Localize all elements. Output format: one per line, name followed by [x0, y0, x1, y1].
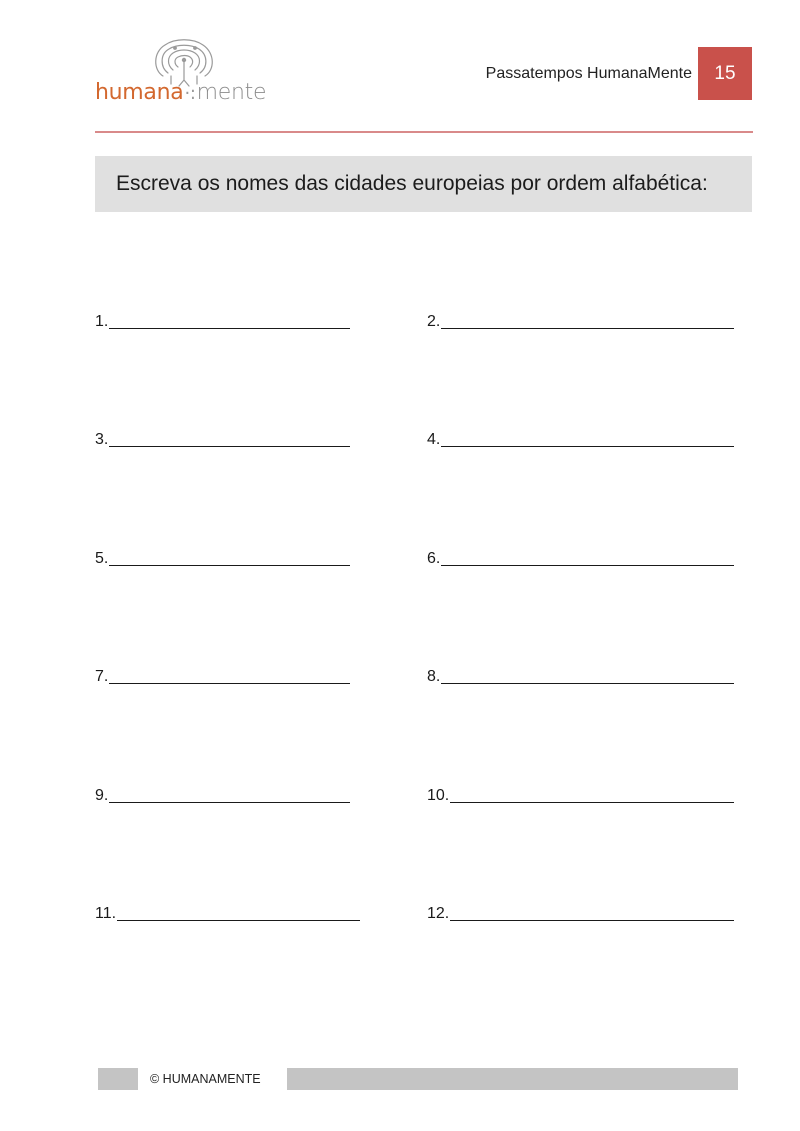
- answer-blank-3[interactable]: [95, 430, 350, 450]
- page-number-badge: 15: [698, 47, 752, 100]
- blank-label: 2.: [427, 313, 441, 330]
- footer-copyright: © HUMANAMENTE: [150, 1072, 261, 1086]
- blank-line[interactable]: [109, 430, 350, 447]
- blank-line[interactable]: [441, 430, 734, 447]
- answer-blank-5[interactable]: [95, 549, 350, 569]
- blank-label: 10.: [427, 787, 450, 804]
- answer-blank-11[interactable]: [95, 904, 360, 924]
- blank-label: 1.: [95, 313, 109, 330]
- humanamente-logo: [95, 36, 267, 105]
- footer-bar-right: [287, 1068, 738, 1090]
- blank-line[interactable]: [117, 904, 360, 921]
- blank-label: 7.: [95, 668, 109, 685]
- footer: [98, 1068, 738, 1090]
- answer-blank-4[interactable]: [427, 430, 734, 450]
- answer-blank-7[interactable]: [95, 667, 350, 687]
- logo-text-humana: humana: [95, 80, 184, 105]
- answer-blank-9[interactable]: [95, 786, 350, 806]
- blank-line[interactable]: [109, 549, 350, 566]
- blank-label: 4.: [427, 431, 441, 448]
- blank-line[interactable]: [450, 904, 734, 921]
- blank-line[interactable]: [450, 786, 734, 803]
- blank-line[interactable]: [109, 312, 350, 329]
- logo-wordmark: [95, 80, 266, 107]
- blank-label: 11.: [95, 905, 117, 922]
- header-divider: [95, 131, 753, 133]
- blank-line[interactable]: [109, 786, 350, 803]
- answer-blank-1[interactable]: [95, 312, 350, 332]
- footer-bar-left: [98, 1068, 138, 1090]
- answer-blank-12[interactable]: [427, 904, 734, 924]
- blank-label: 5.: [95, 550, 109, 567]
- answer-blank-8[interactable]: [427, 667, 734, 687]
- answer-blank-2[interactable]: [427, 312, 734, 332]
- logo-text-mente: mente: [196, 80, 267, 105]
- blank-label: 8.: [427, 668, 441, 685]
- blank-line[interactable]: [441, 312, 734, 329]
- blank-label: 9.: [95, 787, 109, 804]
- blank-label: 6.: [427, 550, 441, 567]
- instruction-text: Escreva os nomes das cidades europeias por ordem alfabética:: [116, 172, 708, 195]
- blank-label: 3.: [95, 431, 109, 448]
- blank-line[interactable]: [441, 549, 734, 566]
- blank-label: 12.: [427, 905, 450, 922]
- instruction-box: [95, 156, 752, 212]
- answer-blank-10[interactable]: [427, 786, 734, 806]
- blank-line[interactable]: [441, 667, 734, 684]
- logo-text-dots: ·:: [184, 83, 196, 104]
- answer-blank-6[interactable]: [427, 549, 734, 569]
- blank-line[interactable]: [109, 667, 350, 684]
- header-title: Passatempos HumanaMente: [485, 65, 692, 82]
